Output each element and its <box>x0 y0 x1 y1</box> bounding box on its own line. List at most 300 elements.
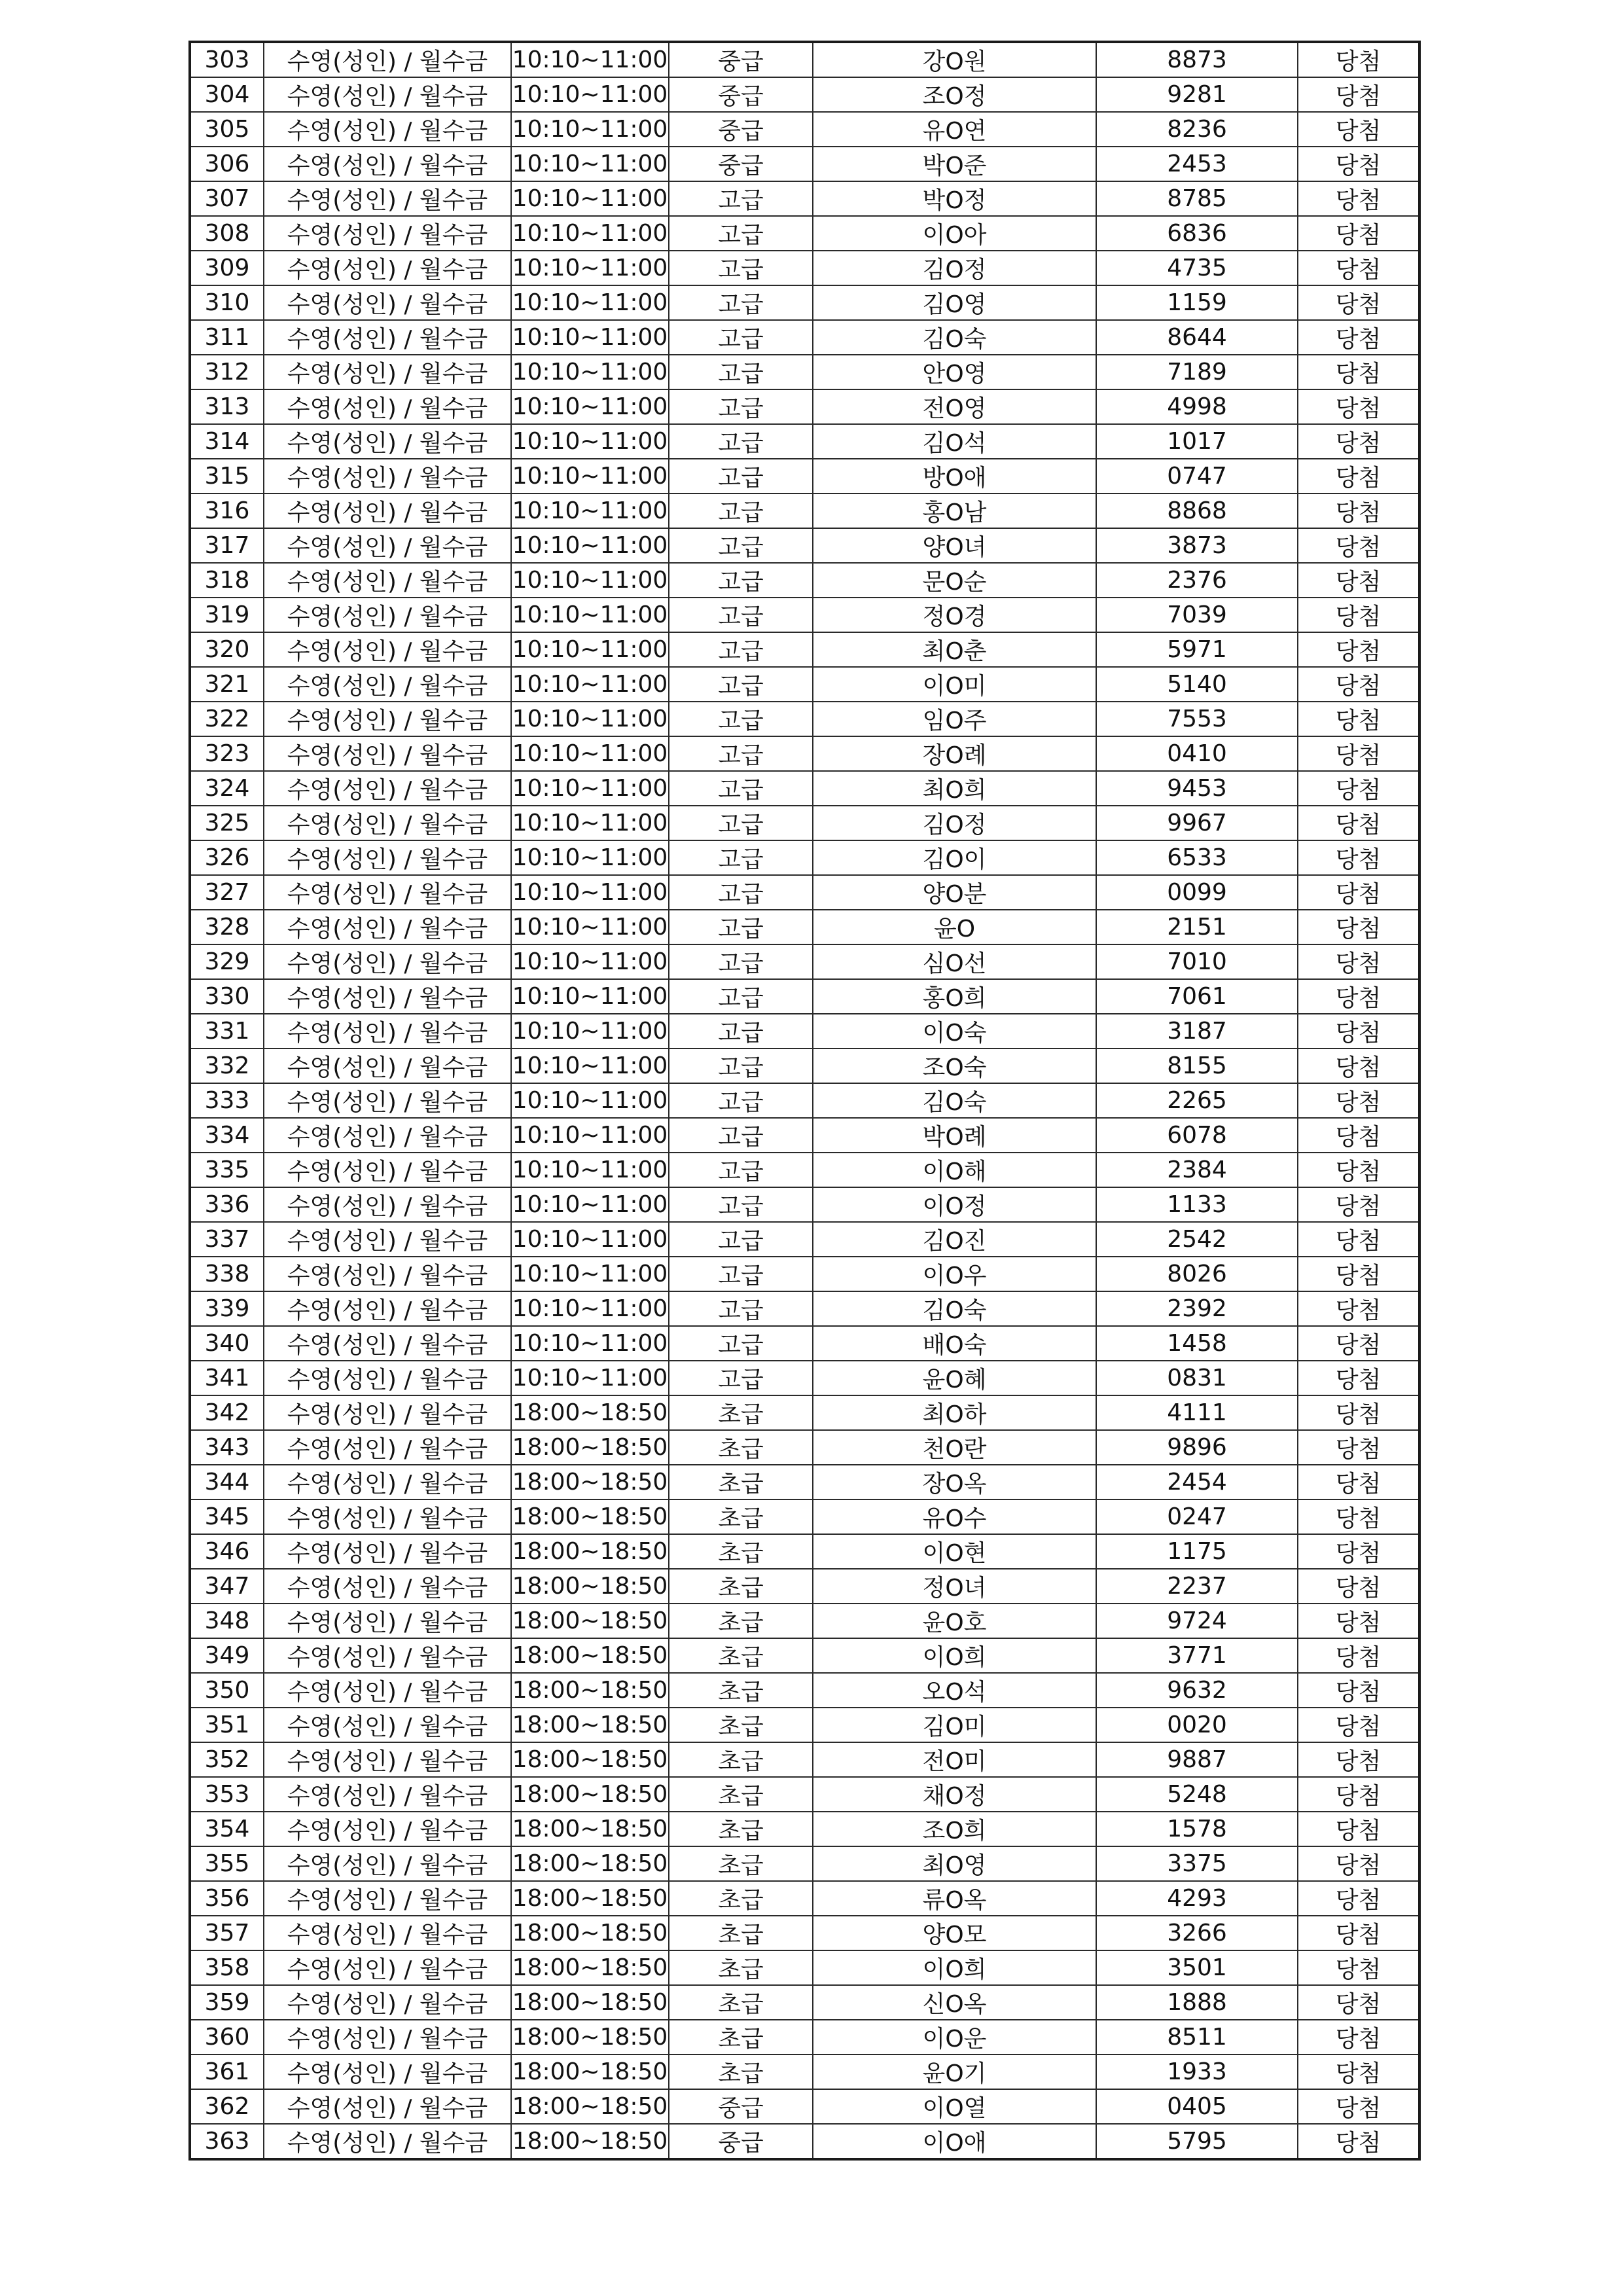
class-name-cell: 수영(성인) / 월수금 <box>264 285 511 320</box>
applicant-code-cell: 1933 <box>1096 2054 1298 2089</box>
table-row <box>190 1326 1419 1361</box>
class-time-cell: 18:00~18:50 <box>511 1742 669 1777</box>
lottery-results-table <box>188 41 1421 2161</box>
applicant-name-cell: 전O영 <box>813 389 1096 424</box>
applicant-name-cell: 이O우 <box>813 1257 1096 1291</box>
row-number-cell: 344 <box>190 1465 264 1499</box>
class-name-cell: 수영(성인) / 월수금 <box>264 840 511 875</box>
result-status-cell: 당첨 <box>1298 806 1419 840</box>
applicant-name-cell: 이O아 <box>813 216 1096 251</box>
class-time-cell: 18:00~18:50 <box>511 1430 669 1465</box>
row-number-cell: 358 <box>190 1950 264 1985</box>
class-time-cell: 10:10~11:00 <box>511 736 669 771</box>
class-name-cell: 수영(성인) / 월수금 <box>264 944 511 979</box>
class-level-cell: 고급 <box>669 667 813 702</box>
class-name-cell: 수영(성인) / 월수금 <box>264 1257 511 1291</box>
table-row <box>190 1881 1419 1916</box>
applicant-name-cell: 강O원 <box>813 42 1096 77</box>
result-status-cell: 당첨 <box>1298 2054 1419 2089</box>
applicant-code-cell: 8155 <box>1096 1049 1298 1083</box>
row-number-cell: 326 <box>190 840 264 875</box>
class-time-cell: 10:10~11:00 <box>511 1049 669 1083</box>
class-level-cell: 고급 <box>669 632 813 667</box>
class-name-cell: 수영(성인) / 월수금 <box>264 2089 511 2124</box>
applicant-code-cell: 2384 <box>1096 1153 1298 1187</box>
applicant-name-cell: 이O미 <box>813 667 1096 702</box>
applicant-code-cell: 7553 <box>1096 702 1298 736</box>
class-level-cell: 고급 <box>669 459 813 493</box>
applicant-name-cell: 임O주 <box>813 702 1096 736</box>
applicant-code-cell: 1458 <box>1096 1326 1298 1361</box>
row-number-cell: 321 <box>190 667 264 702</box>
class-level-cell: 초급 <box>669 1950 813 1985</box>
table-row <box>190 1569 1419 1604</box>
row-number-cell: 320 <box>190 632 264 667</box>
result-status-cell: 당첨 <box>1298 320 1419 355</box>
class-level-cell: 초급 <box>669 1881 813 1916</box>
applicant-name-cell: 유O연 <box>813 112 1096 147</box>
class-time-cell: 18:00~18:50 <box>511 1881 669 1916</box>
result-status-cell: 당첨 <box>1298 632 1419 667</box>
table-row <box>190 77 1419 112</box>
class-time-cell: 18:00~18:50 <box>511 1395 669 1430</box>
applicant-code-cell: 9887 <box>1096 1742 1298 1777</box>
class-level-cell: 중급 <box>669 42 813 77</box>
class-name-cell: 수영(성인) / 월수금 <box>264 355 511 389</box>
class-name-cell: 수영(성인) / 월수금 <box>264 1291 511 1326</box>
result-status-cell: 당첨 <box>1298 528 1419 563</box>
class-name-cell: 수영(성인) / 월수금 <box>264 1499 511 1534</box>
row-number-cell: 328 <box>190 910 264 944</box>
applicant-name-cell: 안O영 <box>813 355 1096 389</box>
class-time-cell: 10:10~11:00 <box>511 459 669 493</box>
class-time-cell: 10:10~11:00 <box>511 112 669 147</box>
row-number-cell: 309 <box>190 251 264 285</box>
applicant-code-cell: 2453 <box>1096 147 1298 181</box>
result-status-cell: 당첨 <box>1298 736 1419 771</box>
class-level-cell: 초급 <box>669 1916 813 1950</box>
class-name-cell: 수영(성인) / 월수금 <box>264 528 511 563</box>
row-number-cell: 351 <box>190 1708 264 1742</box>
applicant-code-cell: 0410 <box>1096 736 1298 771</box>
table-row <box>190 1014 1419 1049</box>
applicant-code-cell: 9896 <box>1096 1430 1298 1465</box>
result-status-cell: 당첨 <box>1298 910 1419 944</box>
class-time-cell: 10:10~11:00 <box>511 840 669 875</box>
applicant-name-cell: 조O정 <box>813 77 1096 112</box>
class-level-cell: 초급 <box>669 1985 813 2020</box>
applicant-name-cell: 전O미 <box>813 1742 1096 1777</box>
applicant-code-cell: 0747 <box>1096 459 1298 493</box>
applicant-code-cell: 3501 <box>1096 1950 1298 1985</box>
result-status-cell: 당첨 <box>1298 771 1419 806</box>
result-status-cell: 당첨 <box>1298 1187 1419 1222</box>
class-name-cell: 수영(성인) / 월수금 <box>264 1395 511 1430</box>
class-name-cell: 수영(성인) / 월수금 <box>264 1708 511 1742</box>
row-number-cell: 315 <box>190 459 264 493</box>
class-name-cell: 수영(성인) / 월수금 <box>264 424 511 459</box>
applicant-code-cell: 0099 <box>1096 875 1298 910</box>
class-time-cell: 18:00~18:50 <box>511 1708 669 1742</box>
result-status-cell: 당첨 <box>1298 1049 1419 1083</box>
applicant-name-cell: 유O수 <box>813 1499 1096 1534</box>
applicant-code-cell: 3375 <box>1096 1846 1298 1881</box>
class-time-cell: 10:10~11:00 <box>511 181 669 216</box>
applicant-name-cell: 조O희 <box>813 1812 1096 1846</box>
class-level-cell: 중급 <box>669 112 813 147</box>
table-row <box>190 1499 1419 1534</box>
table-row <box>190 147 1419 181</box>
table-row <box>190 1950 1419 1985</box>
class-time-cell: 18:00~18:50 <box>511 2054 669 2089</box>
applicant-name-cell: 신O옥 <box>813 1985 1096 2020</box>
class-time-cell: 18:00~18:50 <box>511 2124 669 2159</box>
table-row <box>190 598 1419 632</box>
class-time-cell: 18:00~18:50 <box>511 1916 669 1950</box>
class-level-cell: 초급 <box>669 1846 813 1881</box>
result-status-cell: 당첨 <box>1298 1708 1419 1742</box>
table-row <box>190 979 1419 1014</box>
row-number-cell: 342 <box>190 1395 264 1430</box>
row-number-cell: 336 <box>190 1187 264 1222</box>
result-status-cell: 당첨 <box>1298 1777 1419 1812</box>
applicant-code-cell: 8511 <box>1096 2020 1298 2054</box>
applicant-name-cell: 김O숙 <box>813 1083 1096 1118</box>
result-status-cell: 당첨 <box>1298 1812 1419 1846</box>
class-level-cell: 고급 <box>669 771 813 806</box>
row-number-cell: 350 <box>190 1673 264 1708</box>
result-status-cell: 당첨 <box>1298 1846 1419 1881</box>
class-time-cell: 18:00~18:50 <box>511 1638 669 1673</box>
class-name-cell: 수영(성인) / 월수금 <box>264 1153 511 1187</box>
class-level-cell: 고급 <box>669 355 813 389</box>
class-name-cell: 수영(성인) / 월수금 <box>264 806 511 840</box>
table-row <box>190 2124 1419 2159</box>
table-row <box>190 459 1419 493</box>
applicant-code-cell: 2265 <box>1096 1083 1298 1118</box>
applicant-code-cell: 7039 <box>1096 598 1298 632</box>
class-time-cell: 10:10~11:00 <box>511 147 669 181</box>
result-status-cell: 당첨 <box>1298 1604 1419 1638</box>
result-status-cell: 당첨 <box>1298 1257 1419 1291</box>
class-name-cell: 수영(성인) / 월수금 <box>264 667 511 702</box>
class-name-cell: 수영(성인) / 월수금 <box>264 389 511 424</box>
applicant-code-cell: 0020 <box>1096 1708 1298 1742</box>
class-level-cell: 초급 <box>669 2054 813 2089</box>
applicant-code-cell: 5248 <box>1096 1777 1298 1812</box>
result-status-cell: 당첨 <box>1298 979 1419 1014</box>
result-status-cell: 당첨 <box>1298 1881 1419 1916</box>
result-status-cell: 당첨 <box>1298 285 1419 320</box>
row-number-cell: 323 <box>190 736 264 771</box>
result-status-cell: 당첨 <box>1298 1291 1419 1326</box>
result-status-cell: 당첨 <box>1298 563 1419 598</box>
applicant-code-cell: 8026 <box>1096 1257 1298 1291</box>
result-status-cell: 당첨 <box>1298 1985 1419 2020</box>
class-time-cell: 10:10~11:00 <box>511 563 669 598</box>
row-number-cell: 356 <box>190 1881 264 1916</box>
class-level-cell: 중급 <box>669 2089 813 2124</box>
result-status-cell: 당첨 <box>1298 42 1419 77</box>
row-number-cell: 345 <box>190 1499 264 1534</box>
table-row <box>190 1257 1419 1291</box>
applicant-name-cell: 김O석 <box>813 424 1096 459</box>
class-time-cell: 18:00~18:50 <box>511 1673 669 1708</box>
result-status-cell: 당첨 <box>1298 147 1419 181</box>
class-level-cell: 고급 <box>669 910 813 944</box>
class-name-cell: 수영(성인) / 월수금 <box>264 1534 511 1569</box>
class-name-cell: 수영(성인) / 월수금 <box>264 1916 511 1950</box>
class-level-cell: 초급 <box>669 1534 813 1569</box>
class-level-cell: 고급 <box>669 875 813 910</box>
applicant-name-cell: 오O석 <box>813 1673 1096 1708</box>
applicant-code-cell: 9453 <box>1096 771 1298 806</box>
applicant-code-cell: 6533 <box>1096 840 1298 875</box>
applicant-code-cell: 4111 <box>1096 1395 1298 1430</box>
result-status-cell: 당첨 <box>1298 77 1419 112</box>
result-status-cell: 당첨 <box>1298 1673 1419 1708</box>
table-row <box>190 563 1419 598</box>
applicant-name-cell: 윤O혜 <box>813 1361 1096 1395</box>
class-time-cell: 10:10~11:00 <box>511 285 669 320</box>
class-name-cell: 수영(성인) / 월수금 <box>264 1118 511 1153</box>
class-level-cell: 고급 <box>669 1187 813 1222</box>
row-number-cell: 333 <box>190 1083 264 1118</box>
row-number-cell: 349 <box>190 1638 264 1673</box>
table-row <box>190 285 1419 320</box>
result-status-cell: 당첨 <box>1298 1499 1419 1534</box>
result-status-cell: 당첨 <box>1298 1083 1419 1118</box>
class-time-cell: 10:10~11:00 <box>511 216 669 251</box>
applicant-name-cell: 김O이 <box>813 840 1096 875</box>
applicant-code-cell: 5971 <box>1096 632 1298 667</box>
applicant-code-cell: 2542 <box>1096 1222 1298 1257</box>
row-number-cell: 354 <box>190 1812 264 1846</box>
class-time-cell: 10:10~11:00 <box>511 667 669 702</box>
applicant-name-cell: 최O하 <box>813 1395 1096 1430</box>
row-number-cell: 308 <box>190 216 264 251</box>
row-number-cell: 346 <box>190 1534 264 1569</box>
class-name-cell: 수영(성인) / 월수금 <box>264 1881 511 1916</box>
applicant-name-cell: 김O영 <box>813 285 1096 320</box>
class-name-cell: 수영(성인) / 월수금 <box>264 181 511 216</box>
row-number-cell: 335 <box>190 1153 264 1187</box>
applicant-code-cell: 2376 <box>1096 563 1298 598</box>
applicant-code-cell: 3266 <box>1096 1916 1298 1950</box>
table-row <box>190 1638 1419 1673</box>
class-level-cell: 고급 <box>669 251 813 285</box>
class-level-cell: 초급 <box>669 2020 813 2054</box>
lottery-results-body <box>190 42 1419 2159</box>
table-row <box>190 910 1419 944</box>
result-status-cell: 당첨 <box>1298 598 1419 632</box>
table-row <box>190 1430 1419 1465</box>
class-level-cell: 고급 <box>669 1222 813 1257</box>
row-number-cell: 337 <box>190 1222 264 1257</box>
table-row <box>190 1361 1419 1395</box>
applicant-name-cell: 이O희 <box>813 1638 1096 1673</box>
row-number-cell: 331 <box>190 1014 264 1049</box>
applicant-code-cell: 8785 <box>1096 181 1298 216</box>
class-name-cell: 수영(성인) / 월수금 <box>264 1083 511 1118</box>
class-level-cell: 고급 <box>669 1257 813 1291</box>
row-number-cell: 361 <box>190 2054 264 2089</box>
class-time-cell: 18:00~18:50 <box>511 2089 669 2124</box>
result-status-cell: 당첨 <box>1298 112 1419 147</box>
result-status-cell: 당첨 <box>1298 1222 1419 1257</box>
class-time-cell: 18:00~18:50 <box>511 1534 669 1569</box>
row-number-cell: 339 <box>190 1291 264 1326</box>
class-name-cell: 수영(성인) / 월수금 <box>264 1187 511 1222</box>
row-number-cell: 340 <box>190 1326 264 1361</box>
applicant-code-cell: 2151 <box>1096 910 1298 944</box>
result-status-cell: 당첨 <box>1298 493 1419 528</box>
class-time-cell: 10:10~11:00 <box>511 1118 669 1153</box>
class-level-cell: 초급 <box>669 1465 813 1499</box>
class-name-cell: 수영(성인) / 월수금 <box>264 632 511 667</box>
row-number-cell: 341 <box>190 1361 264 1395</box>
table-row <box>190 1812 1419 1846</box>
class-time-cell: 10:10~11:00 <box>511 251 669 285</box>
applicant-name-cell: 이O애 <box>813 2124 1096 2159</box>
row-number-cell: 357 <box>190 1916 264 1950</box>
class-time-cell: 10:10~11:00 <box>511 806 669 840</box>
row-number-cell: 305 <box>190 112 264 147</box>
applicant-name-cell: 김O미 <box>813 1708 1096 1742</box>
row-number-cell: 304 <box>190 77 264 112</box>
row-number-cell: 347 <box>190 1569 264 1604</box>
class-level-cell: 초급 <box>669 1673 813 1708</box>
applicant-code-cell: 8644 <box>1096 320 1298 355</box>
class-time-cell: 18:00~18:50 <box>511 1777 669 1812</box>
row-number-cell: 343 <box>190 1430 264 1465</box>
table-row <box>190 1742 1419 1777</box>
table-row <box>190 251 1419 285</box>
applicant-code-cell: 9967 <box>1096 806 1298 840</box>
applicant-code-cell: 0405 <box>1096 2089 1298 2124</box>
row-number-cell: 329 <box>190 944 264 979</box>
table-row <box>190 2020 1419 2054</box>
class-name-cell: 수영(성인) / 월수금 <box>264 1326 511 1361</box>
result-status-cell: 당첨 <box>1298 1569 1419 1604</box>
result-status-cell: 당첨 <box>1298 1465 1419 1499</box>
result-status-cell: 당첨 <box>1298 181 1419 216</box>
class-name-cell: 수영(성인) / 월수금 <box>264 1604 511 1638</box>
applicant-name-cell: 이O숙 <box>813 1014 1096 1049</box>
class-time-cell: 18:00~18:50 <box>511 1499 669 1534</box>
class-time-cell: 10:10~11:00 <box>511 702 669 736</box>
applicant-name-cell: 이O운 <box>813 2020 1096 2054</box>
class-level-cell: 고급 <box>669 736 813 771</box>
row-number-cell: 316 <box>190 493 264 528</box>
class-level-cell: 고급 <box>669 1153 813 1187</box>
class-level-cell: 고급 <box>669 493 813 528</box>
result-status-cell: 당첨 <box>1298 216 1419 251</box>
applicant-code-cell: 6836 <box>1096 216 1298 251</box>
applicant-name-cell: 배O숙 <box>813 1326 1096 1361</box>
class-level-cell: 고급 <box>669 528 813 563</box>
applicant-code-cell: 5795 <box>1096 2124 1298 2159</box>
class-name-cell: 수영(성인) / 월수금 <box>264 736 511 771</box>
applicant-code-cell: 9724 <box>1096 1604 1298 1638</box>
class-level-cell: 초급 <box>669 1569 813 1604</box>
result-status-cell: 당첨 <box>1298 1742 1419 1777</box>
applicant-code-cell: 1888 <box>1096 1985 1298 2020</box>
row-number-cell: 332 <box>190 1049 264 1083</box>
applicant-name-cell: 홍O남 <box>813 493 1096 528</box>
row-number-cell: 322 <box>190 702 264 736</box>
row-number-cell: 324 <box>190 771 264 806</box>
class-time-cell: 10:10~11:00 <box>511 355 669 389</box>
row-number-cell: 355 <box>190 1846 264 1881</box>
applicant-name-cell: 김O진 <box>813 1222 1096 1257</box>
class-time-cell: 10:10~11:00 <box>511 1361 669 1395</box>
row-number-cell: 334 <box>190 1118 264 1153</box>
class-time-cell: 10:10~11:00 <box>511 1014 669 1049</box>
table-row <box>190 944 1419 979</box>
row-number-cell: 318 <box>190 563 264 598</box>
applicant-name-cell: 이O해 <box>813 1153 1096 1187</box>
table-row <box>190 2054 1419 2089</box>
applicant-code-cell: 2237 <box>1096 1569 1298 1604</box>
row-number-cell: 352 <box>190 1742 264 1777</box>
table-row <box>190 216 1419 251</box>
class-level-cell: 중급 <box>669 147 813 181</box>
class-time-cell: 10:10~11:00 <box>511 910 669 944</box>
result-status-cell: 당첨 <box>1298 1395 1419 1430</box>
applicant-code-cell: 3187 <box>1096 1014 1298 1049</box>
row-number-cell: 360 <box>190 2020 264 2054</box>
table-row <box>190 389 1419 424</box>
class-name-cell: 수영(성인) / 월수금 <box>264 1361 511 1395</box>
row-number-cell: 313 <box>190 389 264 424</box>
applicant-name-cell: 윤O호 <box>813 1604 1096 1638</box>
applicant-code-cell: 2392 <box>1096 1291 1298 1326</box>
class-time-cell: 18:00~18:50 <box>511 1569 669 1604</box>
class-name-cell: 수영(성인) / 월수금 <box>264 1014 511 1049</box>
row-number-cell: 311 <box>190 320 264 355</box>
applicant-code-cell: 1133 <box>1096 1187 1298 1222</box>
applicant-code-cell: 0247 <box>1096 1499 1298 1534</box>
table-row <box>190 875 1419 910</box>
class-level-cell: 고급 <box>669 979 813 1014</box>
class-time-cell: 18:00~18:50 <box>511 1985 669 2020</box>
applicant-name-cell: 채O정 <box>813 1777 1096 1812</box>
result-status-cell: 당첨 <box>1298 1326 1419 1361</box>
class-level-cell: 고급 <box>669 598 813 632</box>
table-row <box>190 632 1419 667</box>
applicant-code-cell: 8236 <box>1096 112 1298 147</box>
row-number-cell: 348 <box>190 1604 264 1638</box>
class-time-cell: 18:00~18:50 <box>511 1812 669 1846</box>
class-level-cell: 고급 <box>669 563 813 598</box>
result-status-cell: 당첨 <box>1298 875 1419 910</box>
table-row <box>190 667 1419 702</box>
table-row <box>190 1846 1419 1881</box>
class-name-cell: 수영(성인) / 월수금 <box>264 1742 511 1777</box>
row-number-cell: 317 <box>190 528 264 563</box>
row-number-cell: 338 <box>190 1257 264 1291</box>
result-status-cell: 당첨 <box>1298 2089 1419 2124</box>
class-level-cell: 고급 <box>669 1083 813 1118</box>
row-number-cell: 303 <box>190 42 264 77</box>
result-status-cell: 당첨 <box>1298 1950 1419 1985</box>
class-name-cell: 수영(성인) / 월수금 <box>264 979 511 1014</box>
applicant-code-cell: 3873 <box>1096 528 1298 563</box>
class-level-cell: 고급 <box>669 1049 813 1083</box>
class-time-cell: 10:10~11:00 <box>511 424 669 459</box>
row-number-cell: 307 <box>190 181 264 216</box>
